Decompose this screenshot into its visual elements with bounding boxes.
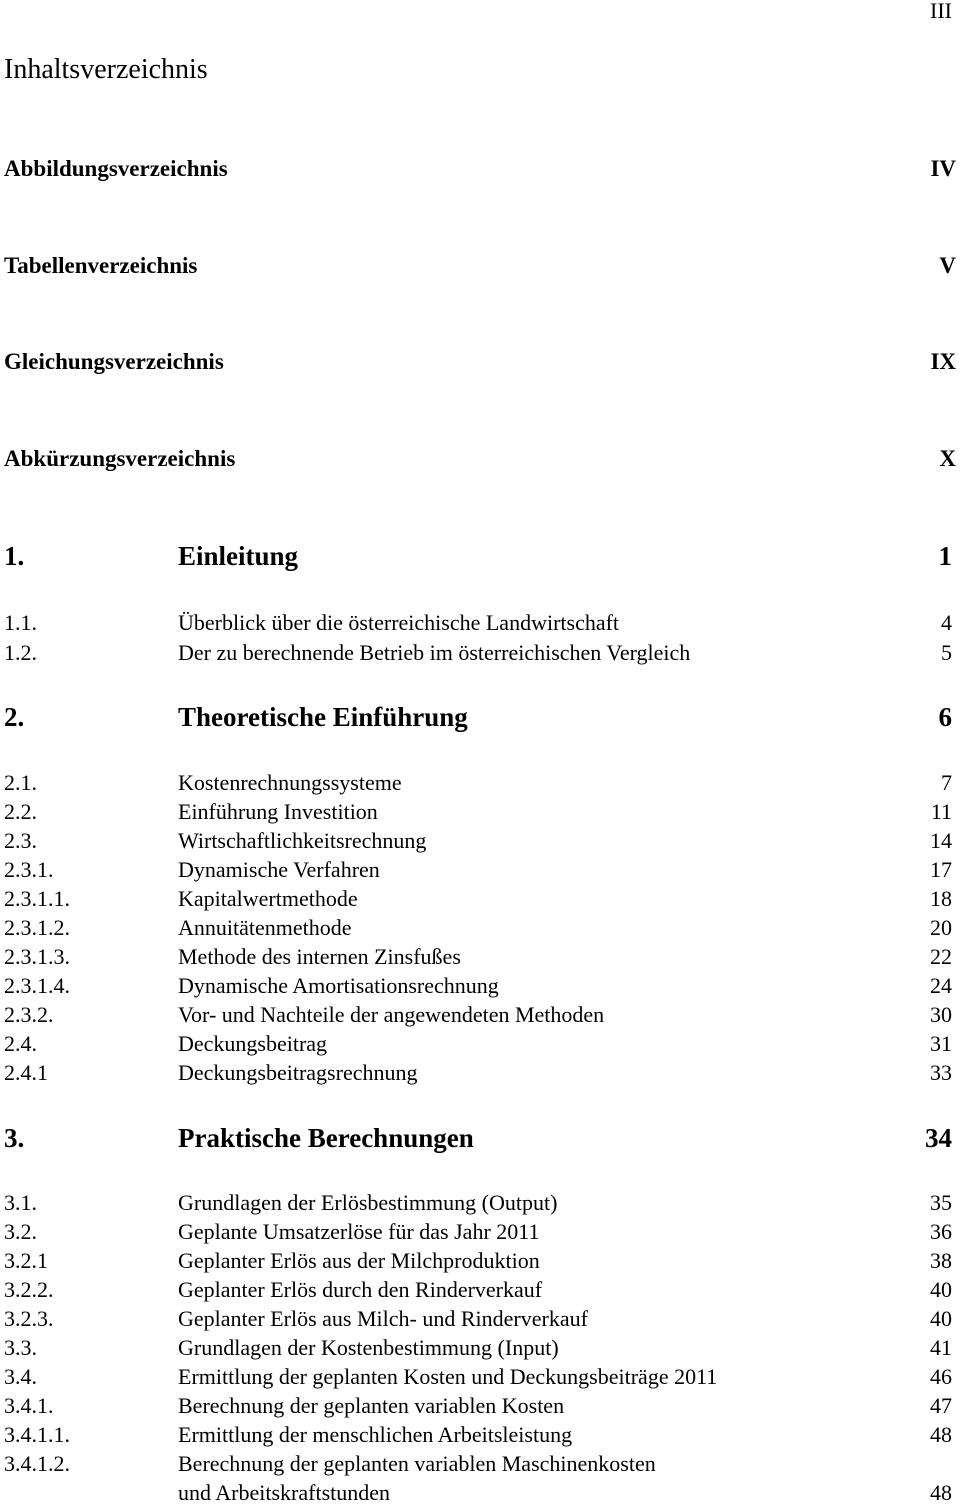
- toc-entry[interactable]: [4, 828, 952, 854]
- chapter-page: 1: [938, 541, 952, 571]
- entry-number: 3.4.1.: [4, 1393, 54, 1418]
- toc-entry[interactable]: [4, 1422, 952, 1448]
- entry-number: 2.4.: [4, 1031, 37, 1056]
- entry-page: 4: [941, 610, 952, 635]
- entry-number: 2.4.1: [4, 1060, 48, 1085]
- entry-page: 22: [930, 944, 952, 969]
- toc-entry[interactable]: [4, 1335, 952, 1361]
- entry-number: 2.1.: [4, 770, 37, 795]
- page-title: Inhaltsverzeichnis: [4, 54, 208, 85]
- entry-title: Annuitätenmethode: [178, 915, 352, 940]
- toc-front-label: Abkürzungsverzeichnis: [4, 446, 236, 471]
- toc-entry[interactable]: [4, 640, 952, 666]
- entry-title: Geplanter Erlös durch den Rinderverkauf: [178, 1277, 543, 1302]
- entry-page: 41: [930, 1335, 952, 1360]
- entry-number: 3.4.1.1.: [4, 1422, 70, 1447]
- entry-page: 20: [930, 915, 952, 940]
- toc-front-page: X: [939, 446, 956, 471]
- entry-title: Berechnung der geplanten variablen Kosten: [178, 1393, 565, 1418]
- toc-chapter-1[interactable]: [4, 541, 952, 572]
- entry-title: Geplanter Erlös aus Milch- und Rinderverkauf: [178, 1306, 588, 1331]
- entry-number: 3.4.: [4, 1364, 37, 1389]
- entry-page: 40: [930, 1306, 952, 1331]
- page-number: III: [930, 0, 952, 23]
- entry-number: 2.3.1.4.: [4, 973, 70, 998]
- entry-title: Kostenrechnungssysteme: [178, 770, 402, 795]
- chapter-number: 3.: [4, 1123, 25, 1153]
- toc-entry[interactable]: [4, 1306, 952, 1332]
- entry-title: Berechnung der geplanten variablen Maschinenkosten: [178, 1451, 656, 1476]
- toc-entry[interactable]: [4, 1277, 952, 1303]
- entry-page: 33: [930, 1060, 952, 1085]
- entry-page: 11: [930, 799, 952, 824]
- entry-number: 3.4.1.2.: [4, 1451, 70, 1476]
- entry-number: 1.1.: [4, 610, 37, 635]
- toc-entry[interactable]: [4, 1219, 952, 1245]
- entry-title: Deckungsbeitrag: [178, 1031, 328, 1056]
- entry-title: Grundlagen der Kostenbestimmung (Input): [178, 1335, 559, 1360]
- entry-title: Ermittlung der geplanten Kosten und Deckungsbeiträge 2011: [178, 1364, 718, 1389]
- entry-title: Überblick über die österreichische Landwirtschaft: [178, 610, 620, 635]
- toc-chapter-3[interactable]: [4, 1123, 952, 1154]
- entry-number: 2.3.1.3.: [4, 944, 70, 969]
- entry-page: 46: [930, 1364, 952, 1389]
- entry-page: 40: [930, 1277, 952, 1302]
- toc-entry-continuation[interactable]: [4, 1480, 952, 1506]
- entry-title: Geplanter Erlös aus der Milchproduktion: [178, 1248, 540, 1273]
- entry-title: Grundlagen der Erlösbestimmung (Output): [178, 1190, 558, 1215]
- entry-title: Ermittlung der menschlichen Arbeitsleistung: [178, 1422, 573, 1447]
- entry-title: Der zu berechnende Betrieb im österreichischen Vergleich: [178, 640, 691, 665]
- toc-entry[interactable]: [4, 973, 952, 999]
- entry-title: Dynamische Verfahren: [178, 857, 380, 882]
- entry-number: 3.2.3.: [4, 1306, 54, 1331]
- entry-number: 3.2.1: [4, 1248, 48, 1273]
- entry-page: 5: [941, 640, 952, 665]
- entry-page: 17: [930, 857, 952, 882]
- toc-entry[interactable]: [4, 610, 952, 636]
- toc-entry[interactable]: [4, 886, 952, 912]
- entry-page: 14: [930, 828, 952, 853]
- entry-title: Deckungsbeitragsrechnung: [178, 1060, 418, 1085]
- entry-title: Geplante Umsatzerlöse für das Jahr 2011: [178, 1219, 540, 1244]
- toc-entry[interactable]: [4, 857, 952, 883]
- toc-entry[interactable]: [4, 1060, 952, 1086]
- entry-page: 7: [941, 770, 952, 795]
- chapter-page: 34: [925, 1123, 952, 1153]
- chapter-title: Theoretische Einführung: [178, 702, 468, 732]
- entry-number: 3.1.: [4, 1190, 37, 1215]
- entry-page: 36: [930, 1219, 952, 1244]
- toc-entry[interactable]: [4, 1002, 952, 1028]
- entry-number: 2.3.: [4, 828, 37, 853]
- toc-entry[interactable]: [4, 1451, 952, 1477]
- entry-page: 24: [930, 973, 952, 998]
- entry-number: 3.3.: [4, 1335, 37, 1360]
- toc-entry[interactable]: [4, 770, 952, 796]
- toc-entry[interactable]: [4, 915, 952, 941]
- entry-title: und Arbeitskraftstunden: [178, 1480, 391, 1505]
- toc-front-page: V: [939, 253, 956, 278]
- entry-number: 2.3.1.2.: [4, 915, 70, 940]
- toc-entry[interactable]: [4, 1190, 952, 1216]
- chapter-title: Praktische Berechnungen: [178, 1123, 474, 1153]
- toc-front-label: Abbildungsverzeichnis: [4, 156, 228, 181]
- toc-entry[interactable]: [4, 944, 952, 970]
- entry-page: 48: [930, 1422, 952, 1447]
- entry-title: Wirtschaftlichkeitsrechnung: [178, 828, 427, 853]
- entry-number: 1.2.: [4, 640, 37, 665]
- toc-entry[interactable]: [4, 799, 952, 825]
- entry-page: 18: [930, 886, 952, 911]
- toc-front-label: Gleichungsverzeichnis: [4, 349, 224, 374]
- toc-chapter-2[interactable]: [4, 702, 952, 733]
- chapter-number: 1.: [4, 541, 25, 571]
- entry-number: 2.3.1.: [4, 857, 54, 882]
- chapter-page: 6: [938, 702, 952, 732]
- entry-title: Kapitalwertmethode: [178, 886, 358, 911]
- entry-number: 2.3.1.1.: [4, 886, 70, 911]
- entry-title: Dynamische Amortisationsrechnung: [178, 973, 499, 998]
- entry-number: 2.2.: [4, 799, 37, 824]
- chapter-title: Einleitung: [178, 541, 299, 571]
- entry-number: 3.2.2.: [4, 1277, 54, 1302]
- entry-page: 38: [930, 1248, 952, 1273]
- toc-front-item[interactable]: [4, 156, 956, 182]
- toc-front-item[interactable]: [4, 253, 956, 279]
- toc-front-item[interactable]: [4, 349, 956, 375]
- entry-page: 48: [930, 1480, 952, 1505]
- chapter-number: 2.: [4, 702, 25, 732]
- toc-entry[interactable]: [4, 1248, 952, 1274]
- toc-front-page: IX: [930, 349, 956, 374]
- toc-entry[interactable]: [4, 1393, 952, 1419]
- entry-number: 3.2.: [4, 1219, 37, 1244]
- entry-page: 35: [930, 1190, 952, 1215]
- toc-entry[interactable]: [4, 1031, 952, 1057]
- toc-front-page: IV: [930, 156, 956, 181]
- entry-title: Einführung Investition: [178, 799, 378, 824]
- entry-title: Vor- und Nachteile der angewendeten Methoden: [178, 1002, 605, 1027]
- toc-front-label: Tabellenverzeichnis: [4, 253, 198, 278]
- entry-number: 2.3.2.: [4, 1002, 54, 1027]
- entry-page: 30: [930, 1002, 952, 1027]
- toc-entry[interactable]: [4, 1364, 952, 1390]
- entry-page: 31: [930, 1031, 952, 1056]
- toc-front-item[interactable]: [4, 446, 956, 472]
- entry-page: 47: [930, 1393, 952, 1418]
- entry-title: Methode des internen Zinsfußes: [178, 944, 461, 969]
